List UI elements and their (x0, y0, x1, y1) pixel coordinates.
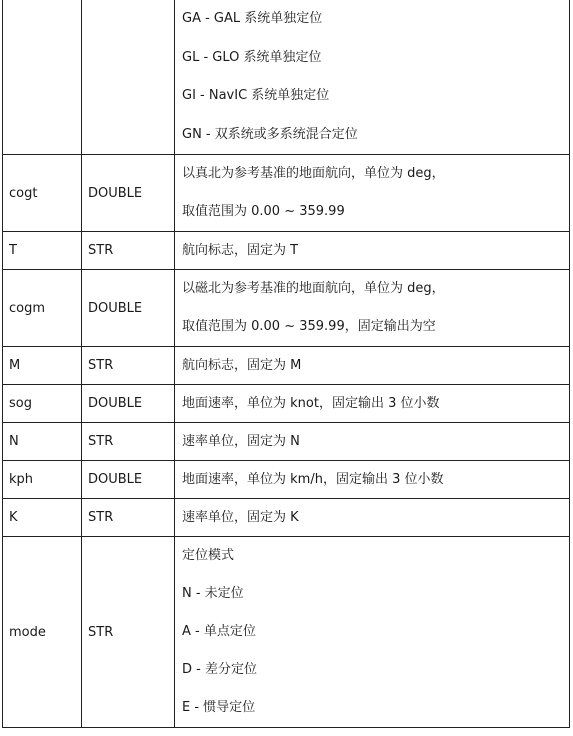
table-row (3, 270, 570, 347)
field-type-cell: DOUBLE (82, 461, 175, 499)
description-line: 定位模式 (182, 548, 235, 563)
field-table (2, 0, 570, 728)
description-line: 以真北为参考基准的地面航向，单位为 deg， (182, 166, 445, 181)
description-line: A - 单点定位 (182, 624, 256, 639)
field-type-cell: STR (82, 232, 175, 270)
field-name-cell: cogt (3, 155, 82, 232)
table-row (3, 0, 570, 155)
field-description-cell (175, 0, 570, 155)
field-type-cell (82, 0, 175, 155)
field-type-cell: STR (82, 537, 175, 728)
description-line: GI - NavIC 系统单独定位 (182, 88, 330, 103)
description-line: N - 未定位 (182, 586, 244, 601)
field-type-cell: DOUBLE (82, 155, 175, 232)
field-table-body (3, 0, 570, 728)
field-description-cell (175, 232, 570, 270)
description-line: 取值范围为 0.00 ~ 359.99 (182, 204, 345, 219)
field-description-cell (175, 461, 570, 499)
field-description-cell (175, 537, 570, 728)
field-name-cell: mode (3, 537, 82, 728)
field-name-cell: N (3, 423, 82, 461)
field-description-cell (175, 385, 570, 423)
description-line: 速率单位，固定为 N (182, 434, 300, 449)
description-line: GA - GAL 系统单独定位 (182, 11, 323, 26)
table-row (3, 461, 570, 499)
table-row (3, 423, 570, 461)
field-description-cell (175, 270, 570, 347)
field-type-cell: STR (82, 499, 175, 537)
field-description-cell (175, 423, 570, 461)
table-row (3, 155, 570, 232)
description-line: 取值范围为 0.00 ~ 359.99，固定输出为空 (182, 319, 436, 334)
field-name-cell: K (3, 499, 82, 537)
field-name-cell: M (3, 347, 82, 385)
field-type-cell: DOUBLE (82, 385, 175, 423)
table-row (3, 499, 570, 537)
description-line: GL - GLO 系统单独定位 (182, 49, 322, 65)
field-type-cell: DOUBLE (82, 270, 175, 347)
field-name-cell: kph (3, 461, 82, 499)
description-line: 速率单位，固定为 K (182, 510, 299, 525)
field-description-cell (175, 155, 570, 232)
description-line: E - 惯导定位 (182, 700, 256, 715)
table-row (3, 385, 570, 423)
field-name-cell (3, 0, 82, 155)
description-line: 以磁北为参考基准的地面航向，单位为 deg， (182, 281, 445, 296)
field-name-cell: T (3, 232, 82, 270)
description-line: 航向标志，固定为 M (182, 358, 302, 373)
field-description-cell (175, 347, 570, 385)
field-description-cell (175, 499, 570, 537)
field-name-cell: cogm (3, 270, 82, 347)
description-line: GN - 双系统或多系统混合定位 (182, 126, 358, 142)
description-line: 地面速率，单位为 knot，固定输出 3 位小数 (182, 396, 440, 411)
field-type-cell: STR (82, 347, 175, 385)
table-row (3, 232, 570, 270)
field-name-cell: sog (3, 385, 82, 423)
description-line: D - 差分定位 (182, 662, 257, 677)
description-line: 航向标志，固定为 T (182, 243, 299, 258)
description-line: 地面速率，单位为 km/h，固定输出 3 位小数 (182, 472, 444, 487)
table-row (3, 537, 570, 728)
field-type-cell: STR (82, 423, 175, 461)
table-row (3, 347, 570, 385)
